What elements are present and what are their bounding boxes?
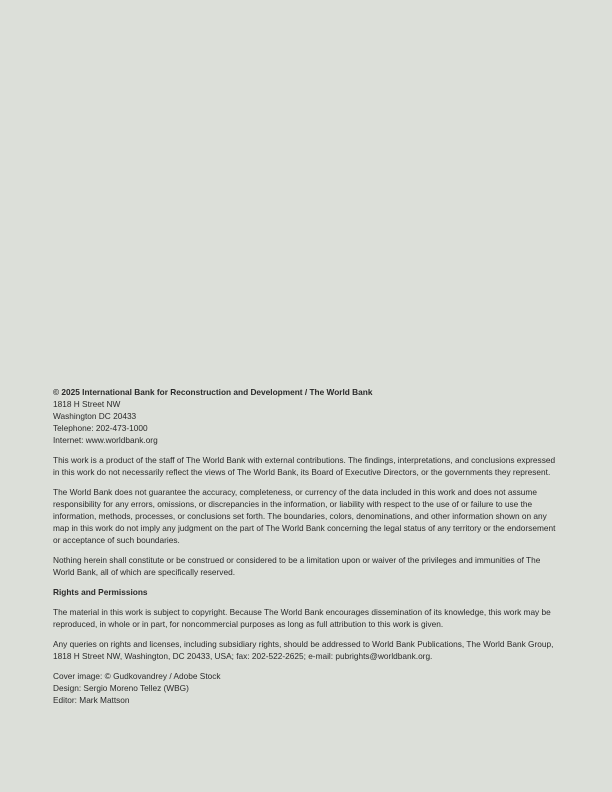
- disclaimer-paragraph-accuracy: The World Bank does not guarantee the accuracy, completeness, or currency of the data included in this work and does not assume responsibility for any errors, omissions, or discrepancies in the information, or liability with respect to the use of or failure to use the information, methods, processes, or conclusions set forth. The boundaries, colors, denominations, and other information shown on any map in this work do not imply any judgment on the part of The World Bank concerning the legal status of any territory or the endorsement or acceptance of such boundaries.: [53, 487, 556, 545]
- copyright-title: © 2025 International Bank for Reconstruction and Development / The World Bank: [53, 387, 373, 397]
- disclaimer-paragraph-immunities: Nothing herein shall constitute or be construed or considered to be a limitation upon or waiver of the privileges and immunities of The World Bank, all of which are specifically reserved.: [53, 555, 541, 577]
- internet-address: Internet: www.worldbank.org: [53, 435, 158, 445]
- address-street: 1818 H Street NW: [53, 399, 121, 409]
- credits: [53, 670, 561, 706]
- telephone: Telephone: 202-473-1000: [53, 423, 148, 433]
- editor-credit: Editor: Mark Mattson: [53, 695, 130, 705]
- design-credit: Design: Sergio Moreno Tellez (WBG): [53, 683, 189, 693]
- rights-heading: Rights and Permissions: [53, 587, 148, 597]
- publisher-info: [53, 386, 561, 446]
- rights-paragraph-queries: Any queries on rights and licenses, including subsidiary rights, should be addressed to World Bank Publications, The World Bank Group, 1818 H Street NW, Washington, DC 20433, USA; fax: 202-522-2625; e-mail: pubrights@worldbank.org.: [53, 639, 554, 661]
- copyright-page: [53, 386, 561, 706]
- disclaimer-paragraph-views: This work is a product of the staff of The World Bank with external contributions. The findings, interpretations, and conclusions expressed in this work do not necessarily reflect the views of The World Bank, its Board of Executive Directors, or the governments they represent.: [53, 455, 556, 477]
- cover-image-credit: Cover image: © Gudkovandrey / Adobe Stock: [53, 671, 221, 681]
- rights-paragraph-copyright: The material in this work is subject to copyright. Because The World Bank encourages dissemination of its knowledge, this work may be reproduced, in whole or in part, for noncommercial purposes as long as full attribution to this work is given.: [53, 607, 551, 629]
- address-city: Washington DC 20433: [53, 411, 137, 421]
